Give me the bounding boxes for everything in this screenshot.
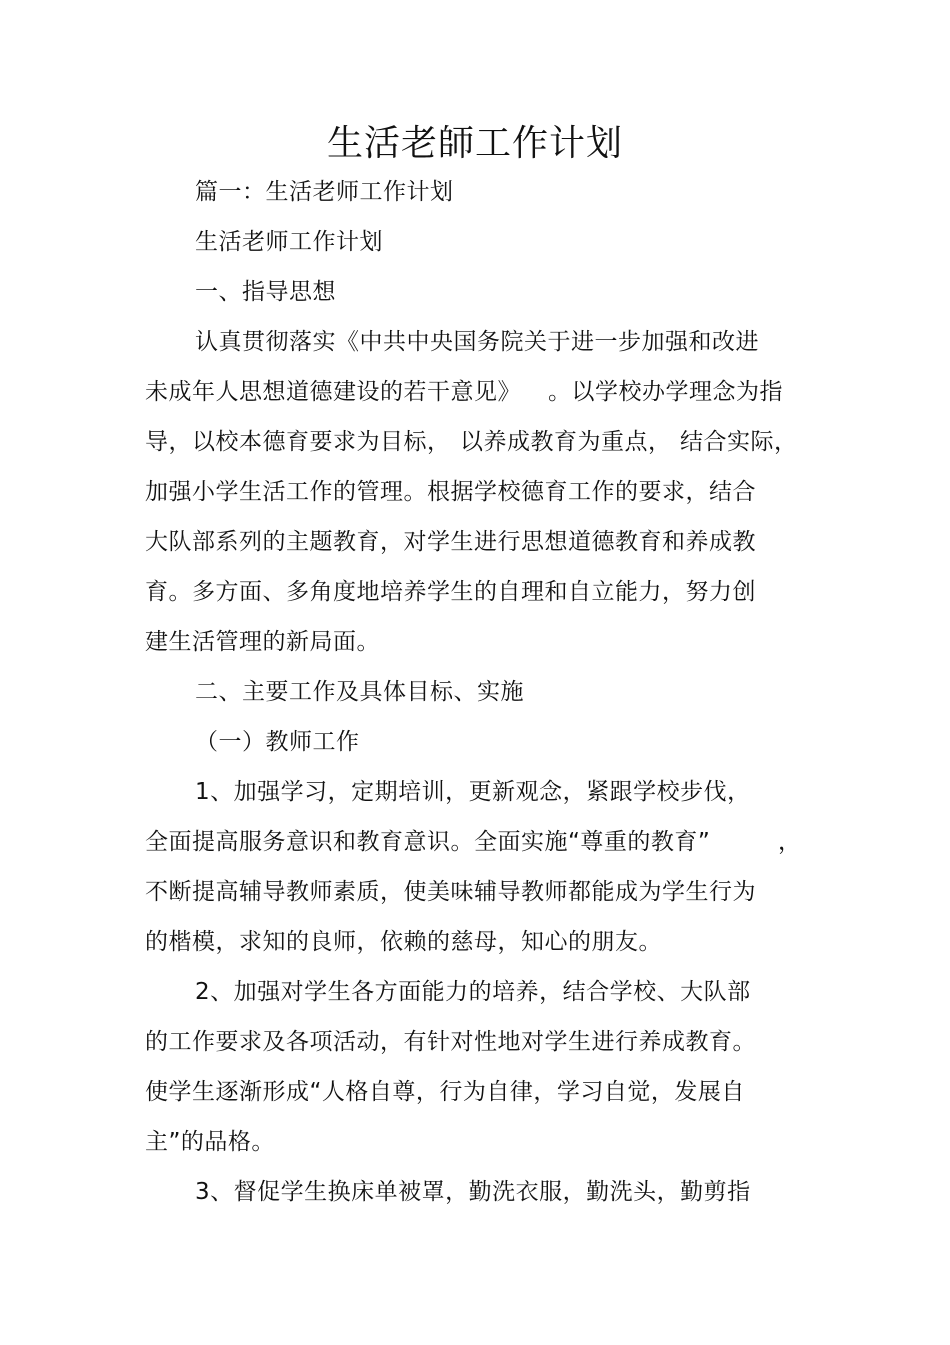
- paragraph-line: 1、加强学习，定期培训，更新观念，紧跟学校步伐，: [195, 779, 751, 805]
- paragraph-line: ，: [778, 829, 802, 855]
- paragraph-line: 认真贯彻落实《中共中央国务院关于进一步加强和改进: [195, 329, 759, 355]
- section-heading: 二、主要工作及具体目标、实施: [195, 679, 524, 705]
- paragraph-line: 大队部系列的主题教育，对学生进行思想道德教育和养成教: [145, 529, 756, 555]
- paragraph-line: 使学生逐渐形成“人格自尊，行为自律，学习自觉，发展自: [145, 1079, 745, 1105]
- paragraph-line: 加强小学生活工作的管理。根据学校德育工作的要求，结合: [145, 479, 756, 505]
- section-heading: 一、指导思想: [195, 279, 336, 305]
- subtitle: 生活老师工作计划: [195, 229, 383, 255]
- paragraph-line: 导，以校本德育要求为目标，: [145, 429, 451, 455]
- document-title: 生活老師工作计划: [326, 123, 623, 164]
- paragraph-line: 的工作要求及各项活动，有针对性地对学生进行养成教育。: [145, 1029, 756, 1055]
- paragraph-line: 未成年人思想道德建设的若干意见》: [145, 379, 521, 405]
- paragraph-line: 2、加强对学生各方面能力的培养，结合学校、大队部: [195, 979, 751, 1005]
- paragraph-line: 建生活管理的新局面。: [145, 629, 380, 655]
- paragraph-line: 以养成教育为重点，: [460, 429, 672, 455]
- paragraph-line: 不断提高辅导教师素质，使美味辅导教师都能成为学生行为: [145, 879, 756, 905]
- paragraph-line: 结合实际，: [680, 429, 798, 455]
- paragraph-line: 。以学校办学理念为指: [548, 379, 783, 405]
- paragraph-line: 全面提高服务意识和教育意识。全面实施“尊重的教育”: [145, 829, 711, 855]
- paragraph-line: 3、督促学生换床单被罩，勤洗衣服，勤洗头，勤剪指: [195, 1179, 751, 1205]
- paragraph-line: 主”的品格。: [145, 1129, 275, 1155]
- section-heading: 篇一：生活老师工作计划: [195, 179, 454, 205]
- paragraph-line: 育。多方面、多角度地培养学生的自理和自立能力，努力创: [145, 579, 756, 605]
- subsection-heading: （一）教师工作: [195, 729, 360, 755]
- paragraph-line: 的楷模，求知的良师，依赖的慈母，知心的朋友。: [145, 929, 662, 955]
